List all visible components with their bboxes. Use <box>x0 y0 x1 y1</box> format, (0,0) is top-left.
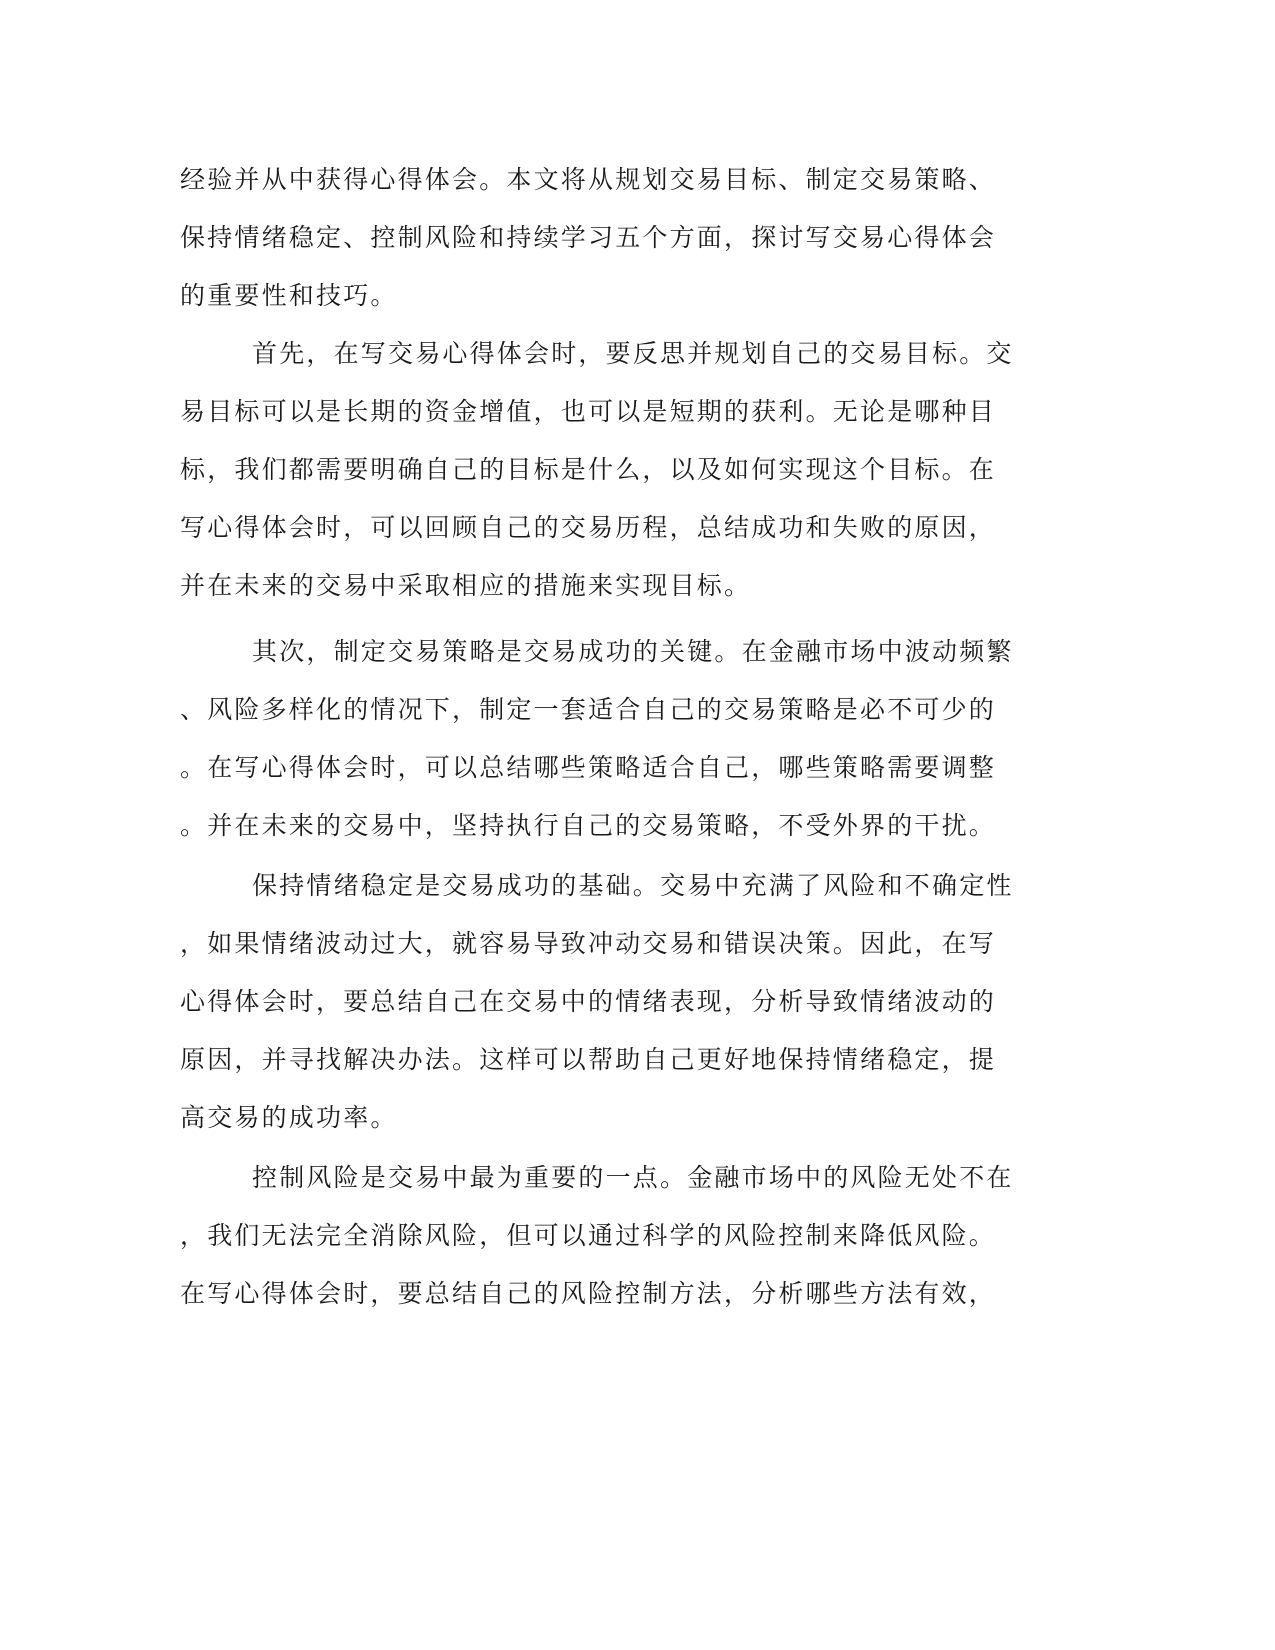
text-line: 保持情绪稳定、控制风险和持续学习五个方面，探讨写交易心得体会 <box>180 223 997 252</box>
text-line: 的重要性和技巧。 <box>180 281 398 310</box>
text-line: 标，我们都需要明确自己的目标是什么，以及如何实现这个目标。在 <box>180 455 997 484</box>
text-line: 原因，并寻找解决办法。这样可以帮助自己更好地保持情绪稳定，提 <box>180 1045 997 1074</box>
text-line: ，我们无法完全消除风险，但可以通过科学的风险控制来降低风险。 <box>180 1221 997 1250</box>
text-line: 心得体会时，要总结自己在交易中的情绪表现，分析导致情绪波动的 <box>180 987 997 1016</box>
text-line: 其次，制定交易策略是交易成功的关键。在金融市场中波动频繁 <box>252 637 1014 666</box>
text-line: 控制风险是交易中最为重要的一点。金融市场中的风险无处不在 <box>252 1163 1014 1192</box>
text-line: 经验并从中获得心得体会。本文将从规划交易目标、制定交易策略、 <box>180 165 997 194</box>
text-line: ，如果情绪波动过大，就容易导致冲动交易和错误决策。因此，在写 <box>180 929 997 958</box>
text-line: 。并在未来的交易中，坚持执行自己的交易策略，不受外界的干扰。 <box>180 811 997 840</box>
text-line: 、风险多样化的情况下，制定一套适合自己的交易策略是必不可少的 <box>180 695 997 724</box>
text-line: 易目标可以是长期的资金增值，也可以是短期的获利。无论是哪种目 <box>180 397 997 426</box>
text-line: 写心得体会时，可以回顾自己的交易历程，总结成功和失败的原因， <box>180 513 997 542</box>
text-line: 。在写心得体会时，可以总结哪些策略适合自己，哪些策略需要调整 <box>180 753 997 782</box>
text-line: 首先，在写交易心得体会时，要反思并规划自己的交易目标。交 <box>252 339 1014 368</box>
text-line: 并在未来的交易中采取相应的措施来实现目标。 <box>180 571 752 600</box>
text-line: 在写心得体会时，要总结自己的风险控制方法，分析哪些方法有效， <box>180 1279 997 1308</box>
text-line: 保持情绪稳定是交易成功的基础。交易中充满了风险和不确定性 <box>252 871 1014 900</box>
text-line: 高交易的成功率。 <box>180 1103 398 1132</box>
